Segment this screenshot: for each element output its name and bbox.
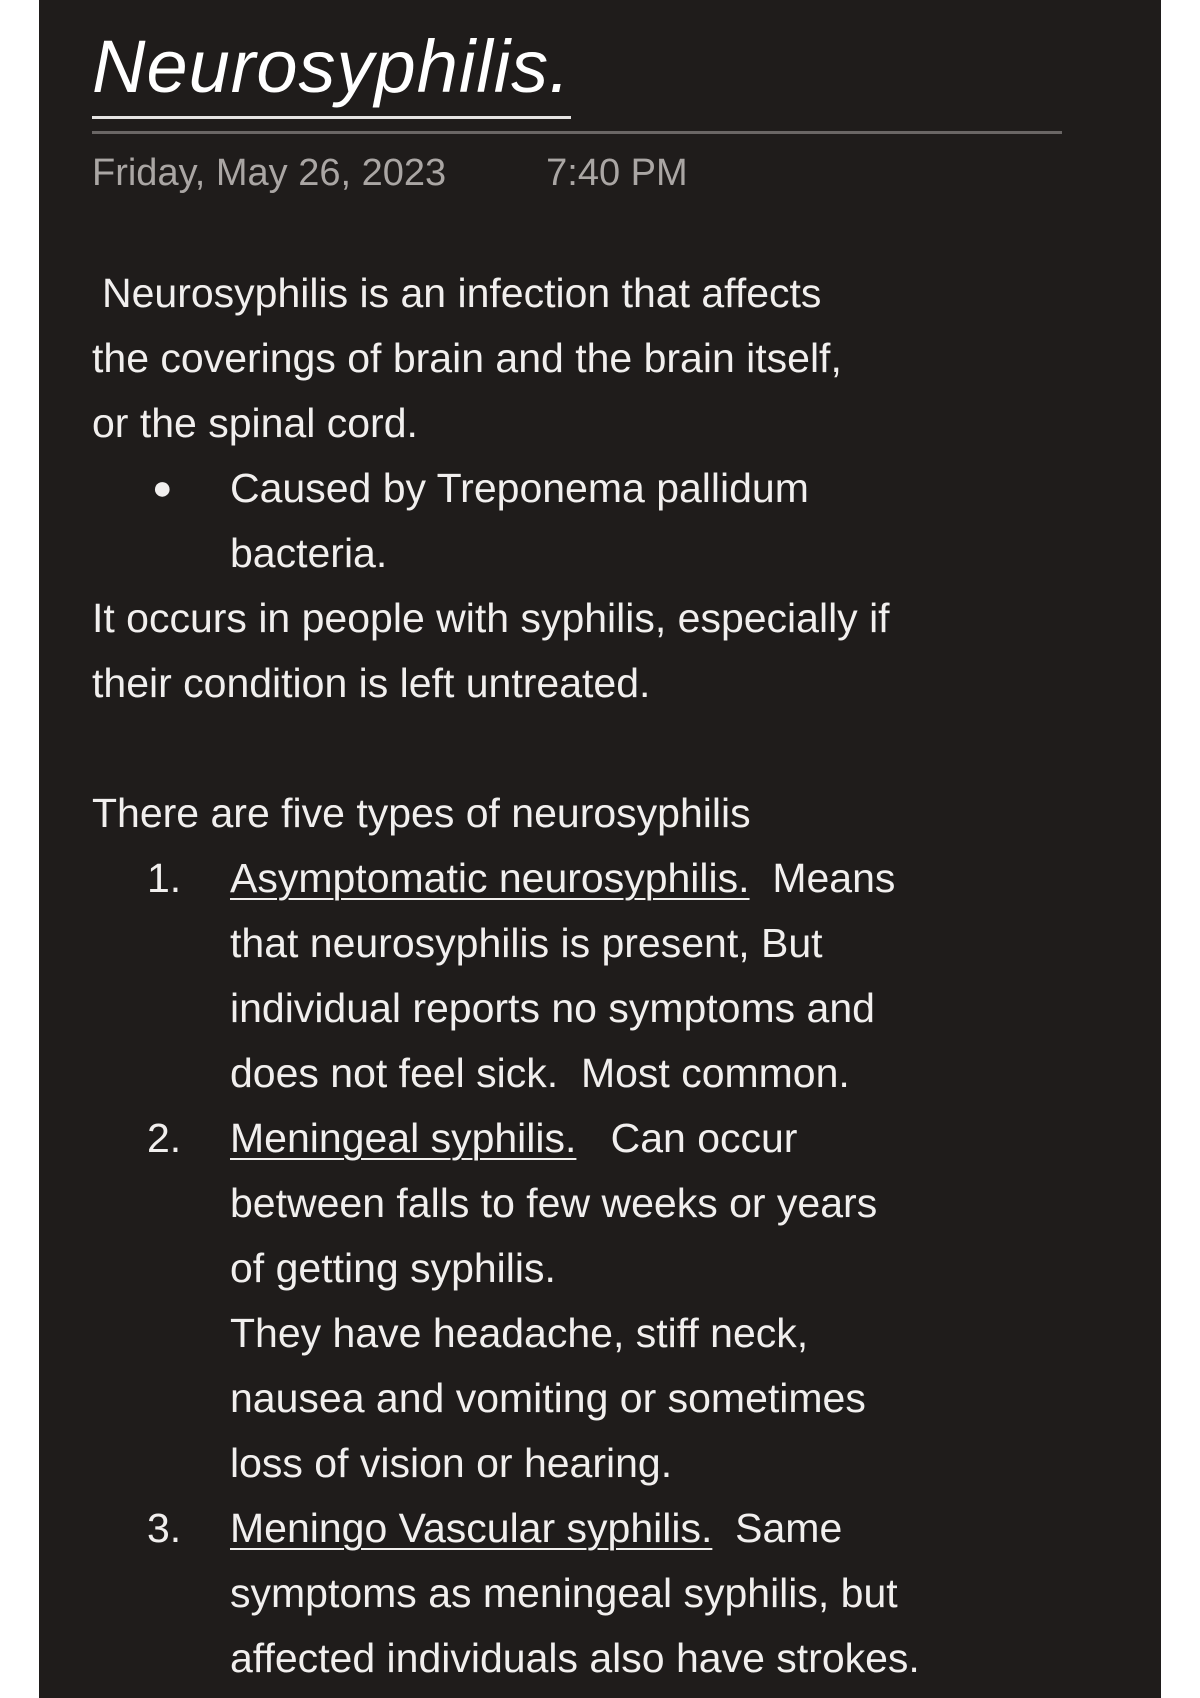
list-line: They have headache, stiff neck, — [230, 1310, 809, 1356]
list-line: affected individuals also have strokes. — [230, 1635, 920, 1681]
list-number: 3. — [147, 1505, 182, 1551]
blank-line — [92, 716, 1092, 781]
note-time: 7:40 PM — [546, 152, 688, 194]
bullet-text — [230, 456, 1030, 586]
paragraph-line: Neurosyphilis is an infection that affects — [102, 270, 822, 316]
list-line: does not feel sick. Most common. — [230, 1050, 850, 1096]
type-desc-start: Same — [735, 1505, 843, 1551]
list-item-text — [230, 1106, 1090, 1496]
title-divider — [92, 131, 1062, 134]
list-line: symptoms as meningeal syphilis, but — [230, 1570, 898, 1616]
type-name: Meningeal syphilis. — [230, 1115, 577, 1161]
bullet-line: bacteria. — [230, 530, 388, 576]
paragraph-line: or the spinal cord. — [92, 400, 418, 446]
list-item-text — [230, 1496, 1090, 1691]
bullet-dot-icon: ● — [152, 469, 173, 507]
note-body[interactable] — [92, 261, 1092, 1691]
list-item — [92, 1106, 1092, 1496]
paragraph-line: the coverings of brain and the brain itself, — [92, 335, 842, 381]
type-name: Meningo Vascular syphilis. — [230, 1505, 713, 1551]
note-title[interactable]: Neurosyphilis. — [92, 20, 571, 119]
note-page — [39, 0, 1161, 1698]
list-item — [92, 846, 1092, 1106]
list-number: 1. — [147, 855, 182, 901]
note-timestamp — [92, 150, 688, 196]
list-line: of getting syphilis. — [230, 1245, 556, 1291]
type-name: Asymptomatic neurosyphilis. — [230, 855, 750, 901]
list-line — [230, 1106, 1090, 1171]
list-item-text — [230, 846, 1090, 1106]
list-item — [92, 1496, 1092, 1691]
list-line: between falls to few weeks or years — [230, 1180, 878, 1226]
bullet-line: Caused by Treponema pallidum — [230, 465, 809, 511]
list-line: individual reports no symptoms and — [230, 985, 875, 1031]
type-desc-start: Can occur — [610, 1115, 798, 1161]
list-line: that neurosyphilis is present, But — [230, 920, 823, 966]
list-line — [230, 846, 1090, 911]
list-line: nausea and vomiting or sometimes — [230, 1375, 866, 1421]
paragraph-line: It occurs in people with syphilis, especially if — [92, 595, 890, 641]
bullet-item — [92, 456, 1092, 586]
list-line: loss of vision or hearing. — [230, 1440, 673, 1486]
type-desc-start: Means — [772, 855, 896, 901]
list-line — [230, 1496, 1090, 1561]
list-number: 2. — [147, 1115, 182, 1161]
types-heading: There are five types of neurosyphilis — [92, 790, 751, 836]
note-date: Friday, May 26, 2023 — [92, 152, 447, 194]
paragraph-line: their condition is left untreated. — [92, 660, 651, 706]
